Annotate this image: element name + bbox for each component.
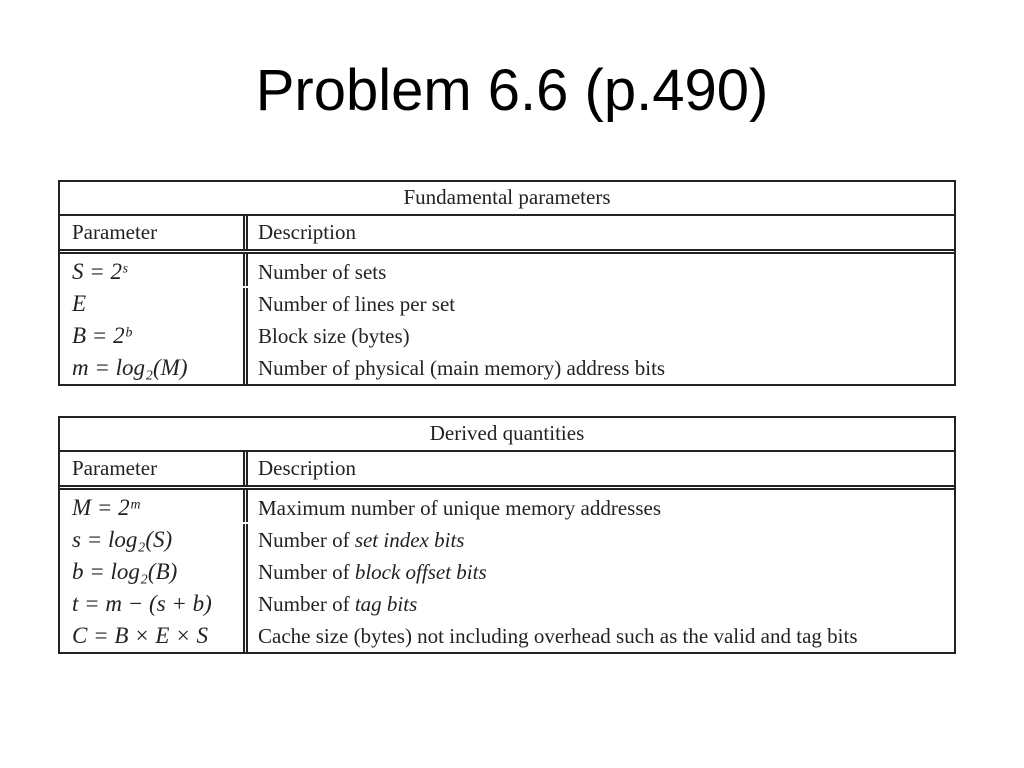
description-cell: Maximum number of unique memory addresses [258,496,661,520]
parameter-cell: S = 2ˢ [60,254,248,286]
description-italic: tag bits [354,592,418,616]
table-row [60,320,954,352]
description-cell [248,524,954,556]
table-row [60,254,954,288]
parameter-cell: C = B × E × S [60,620,248,652]
table-row [60,588,954,620]
fundamental-parameters-table [58,180,956,386]
table-body [60,254,954,384]
description-cell: Number of lines per set [258,292,456,316]
description-cell: Cache size (bytes) not including overhead such as the valid and tag bits [258,624,858,648]
description-italic: block offset bits [354,560,487,584]
parameter-cell: E [60,288,248,320]
description-cell: Number of physical (main memory) address bits [258,356,666,380]
table-header-row [60,452,954,490]
parameter-cell: B = 2ᵇ [60,320,248,352]
parameter-cell: m = log₂(M) [60,352,248,384]
table-row [60,524,954,556]
parameter-cell: t = m − (s + b) [60,588,248,620]
table-row [60,490,954,524]
header-description: Description [258,456,356,480]
table-row [60,620,954,652]
table-row [60,288,954,320]
description-prefix: Number of [258,560,355,584]
description-cell: Block size (bytes) [258,324,410,348]
table-caption: Fundamental parameters [60,182,954,216]
table-body [60,490,954,652]
description-cell: Number of sets [258,260,387,284]
slide-title: Problem 6.6 (p.490) [255,58,769,123]
description-cell [248,588,954,620]
description-cell [248,556,954,588]
parameter-cell: M = 2ᵐ [60,490,248,522]
derived-quantities-table [58,416,956,654]
table-header-row [60,216,954,254]
table-caption: Derived quantities [60,418,954,452]
description-prefix: Number of [258,592,355,616]
table-row [60,556,954,588]
header-description: Description [258,220,356,244]
header-parameter: Parameter [60,452,248,485]
parameter-cell: s = log₂(S) [60,524,248,556]
description-prefix: Number of [258,528,355,552]
header-parameter: Parameter [60,216,248,249]
description-italic: set index bits [354,528,465,552]
table-row [60,352,954,384]
parameter-cell: b = log₂(B) [60,556,248,588]
